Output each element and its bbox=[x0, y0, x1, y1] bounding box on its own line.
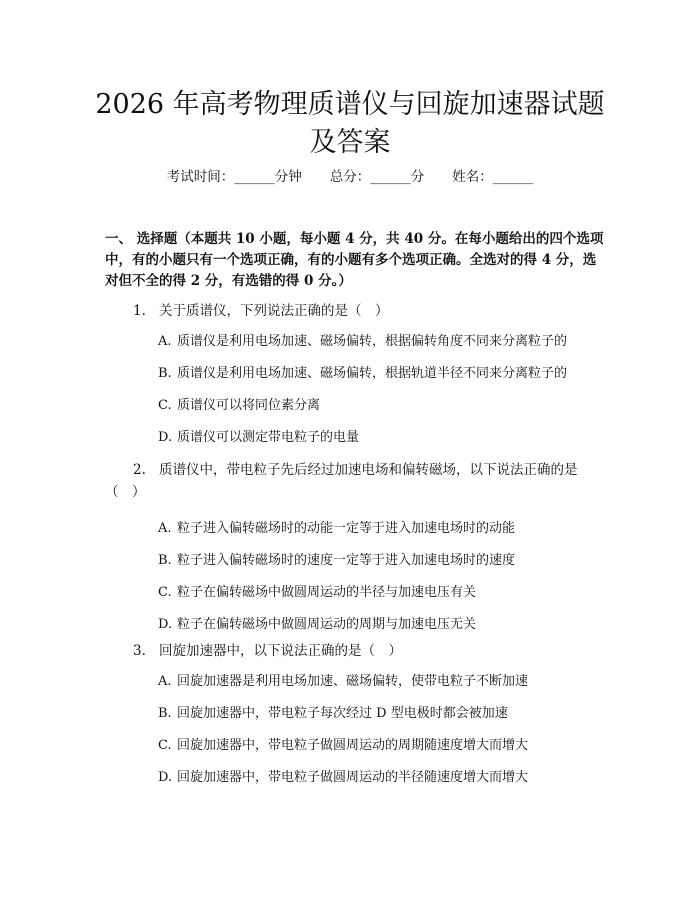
option-text: 回旋加速器是利用电场加速、磁场偏转，使带电粒子不断加速 bbox=[177, 674, 529, 689]
question-3 bbox=[105, 640, 605, 788]
option-a bbox=[105, 519, 605, 539]
question-1 bbox=[105, 300, 605, 448]
option-text: 回旋加速器中，带电粒子做圆周运动的半径随速度增大而增大 bbox=[177, 770, 529, 785]
exam-time-blank: ______ bbox=[234, 169, 275, 185]
total-score-label: 总分： bbox=[329, 169, 371, 185]
option-text: 粒子在偏转磁场中做圆周运动的半径与加速电压有关 bbox=[177, 585, 477, 600]
option-a bbox=[105, 332, 605, 352]
option-b bbox=[105, 551, 605, 571]
option-text: 质谱仪可以将同位素分离 bbox=[177, 398, 321, 413]
question-number: 3. bbox=[133, 643, 146, 659]
option-text: 粒子在偏转磁场中做圆周运动的周期与加速电压无关 bbox=[177, 617, 477, 632]
option-text: 质谱仪是利用电场加速、磁场偏转，根据偏转角度不同来分离粒子的 bbox=[177, 334, 568, 349]
exam-time-field bbox=[167, 167, 302, 187]
option-letter: A. bbox=[158, 334, 172, 349]
option-letter: A. bbox=[158, 521, 172, 536]
student-name-blank: ______ bbox=[492, 169, 534, 185]
option-letter: C. bbox=[158, 738, 172, 753]
option-c bbox=[105, 736, 605, 756]
exam-time-label: 考试时间： bbox=[166, 169, 235, 185]
student-name-label: 姓名： bbox=[452, 169, 493, 185]
question-2 bbox=[105, 459, 605, 635]
option-list bbox=[105, 672, 605, 788]
total-score-unit: 分 bbox=[410, 169, 425, 185]
option-c bbox=[105, 583, 605, 603]
option-b bbox=[105, 364, 605, 384]
option-d bbox=[105, 768, 605, 788]
option-letter: B. bbox=[158, 366, 172, 381]
question-stem bbox=[105, 300, 605, 322]
option-letter: D. bbox=[158, 430, 173, 445]
option-list bbox=[105, 332, 605, 448]
question-text: 质谱仪中，带电粒子先后经过加速电场和偏转磁场，以下说法正确的是（ ） bbox=[105, 462, 578, 500]
option-text: 质谱仪是利用电场加速、磁场偏转，根据轨道半径不同来分离粒子的 bbox=[177, 366, 568, 381]
option-letter: B. bbox=[158, 553, 172, 568]
total-score-blank: ______ bbox=[370, 169, 411, 185]
option-letter: C. bbox=[158, 398, 172, 413]
exam-time-unit: 分钟 bbox=[274, 169, 302, 185]
question-stem bbox=[105, 459, 605, 503]
option-d bbox=[105, 428, 605, 448]
option-list bbox=[105, 519, 605, 635]
option-text: 质谱仪可以测定带电粒子的电量 bbox=[177, 430, 360, 445]
option-a bbox=[105, 672, 605, 692]
option-text: 回旋加速器中，带电粒子做圆周运动的周期随速度增大而增大 bbox=[177, 738, 529, 753]
total-score-field bbox=[330, 167, 425, 187]
exam-info-line bbox=[0, 167, 700, 187]
option-text: 粒子进入偏转磁场时的速度一定等于进入加速电场时的速度 bbox=[177, 553, 516, 568]
question-text: 关于质谱仪，下列说法正确的是（ ） bbox=[159, 303, 389, 319]
option-letter: D. bbox=[158, 617, 173, 632]
question-text: 回旋加速器中，以下说法正确的是（ ） bbox=[159, 643, 402, 659]
student-name-field bbox=[452, 167, 533, 187]
option-letter: D. bbox=[158, 770, 173, 785]
option-letter: C. bbox=[158, 585, 172, 600]
question-number: 1. bbox=[133, 303, 146, 319]
option-b bbox=[105, 704, 605, 724]
option-letter: B. bbox=[158, 706, 172, 721]
option-c bbox=[105, 396, 605, 416]
option-text: 粒子进入偏转磁场时的动能一定等于进入加速电场时的动能 bbox=[177, 521, 516, 536]
document-title: 2026 年高考物理质谱仪与回旋加速器试题及答案 bbox=[95, 89, 605, 158]
question-stem bbox=[105, 640, 605, 662]
option-text: 回旋加速器中，带电粒子每次经过 D 型电极时都会被加速 bbox=[177, 706, 508, 721]
section-heading: 一、 选择题（本题共 10 小题，每小题 4 分，共 40 分。在每小题给出的四个选项中，有的小题只有一个选项正确，有的小题有多个选项正确。全选对的得 4 分，选对但不全的得 2 分，有选错的得 0 分。） bbox=[105, 231, 604, 289]
option-d bbox=[105, 615, 605, 635]
question-number: 2. bbox=[133, 462, 146, 478]
option-letter: A. bbox=[158, 674, 172, 689]
